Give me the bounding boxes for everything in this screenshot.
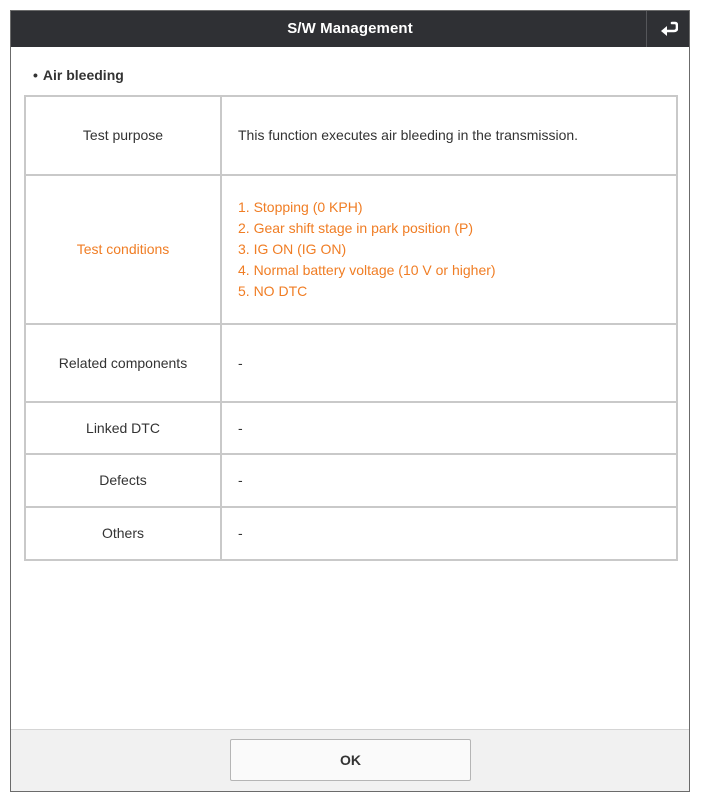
table-row (25, 96, 677, 175)
table-row (25, 507, 677, 560)
sw-management-dialog (10, 10, 690, 792)
ok-button[interactable]: OK (230, 739, 471, 781)
section-heading (33, 67, 124, 83)
return-arrow-icon (658, 21, 678, 37)
row-label-test-conditions: Test conditions (25, 175, 221, 324)
test-info-table (24, 95, 678, 561)
section-title: Air bleeding (42, 67, 124, 83)
row-value: - (221, 402, 677, 454)
condition-item: 3. IG ON (IG ON) (238, 241, 347, 257)
row-value: - (221, 454, 677, 507)
row-label: Others (25, 507, 221, 560)
row-label: Related components (25, 324, 221, 402)
table-row (25, 324, 677, 402)
back-button[interactable] (647, 11, 689, 47)
condition-item: 4. Normal battery voltage (10 V or higher) (238, 262, 496, 278)
row-label: Linked DTC (25, 402, 221, 454)
table-row (25, 402, 677, 454)
table-row (25, 175, 677, 324)
title-bar (11, 11, 689, 47)
dialog-title: S/W Management (287, 20, 413, 37)
row-value: This function executes air bleeding in the transmission. (221, 96, 677, 175)
row-value: - (221, 507, 677, 560)
row-label: Defects (25, 454, 221, 507)
condition-item: 2. Gear shift stage in park position (P) (238, 220, 473, 236)
dialog-footer (11, 729, 689, 791)
row-label: Test purpose (25, 96, 221, 175)
section-bullet: • (33, 67, 38, 83)
test-conditions-list (221, 175, 677, 324)
table-row (25, 454, 677, 507)
condition-item: 5. NO DTC (238, 283, 308, 299)
condition-item: 1. Stopping (0 KPH) (238, 199, 363, 215)
row-value: - (221, 324, 677, 402)
